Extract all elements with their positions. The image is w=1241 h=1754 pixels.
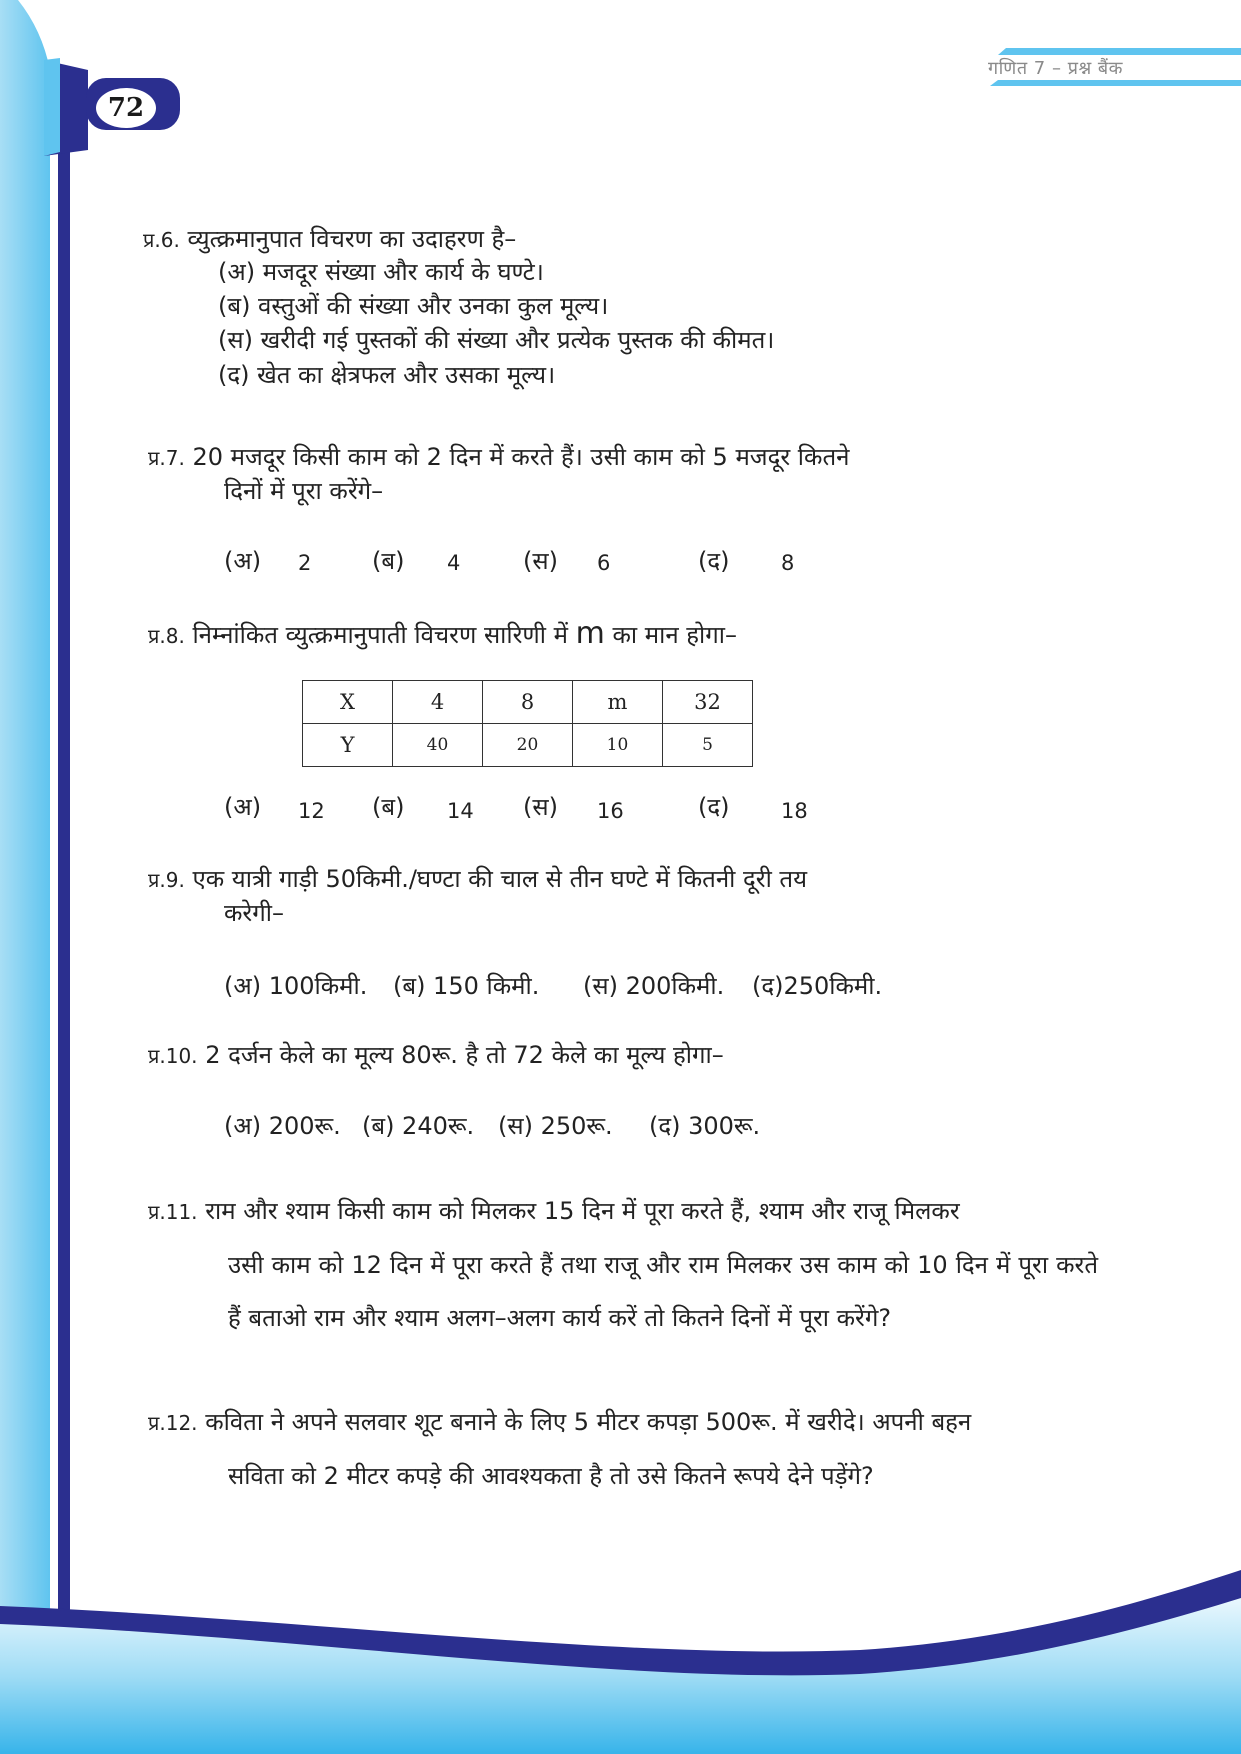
option-d: (द)250किमी. [752,972,883,1000]
variation-table [302,680,753,767]
question-text-after: का मान होगा– [612,621,737,649]
question-text: व्युत्क्रमानुपात विचरण का उदाहरण है– [187,225,517,253]
table-cell: 40 [393,724,483,767]
question-text-line1: 20 मजदूर किसी काम को 2 दिन में करते हैं। उसी काम को 5 मजदूर कितने [192,443,850,471]
option-c-key: (स) [523,547,558,575]
option-a: (अ) 100किमी. [224,972,368,1000]
question-9 [148,862,807,897]
option-c-key: (स) [523,793,558,821]
option-c: (स) 200किमी. [583,972,725,1000]
question-text-before: निम्नांकित व्युत्क्रमानुपाती विचरण सारिणी में [192,621,568,649]
question-8 [148,617,737,653]
table-cell: X [303,681,393,724]
option-c: (स) खरीदी गई पुस्तकों की संख्या और प्रत्येक पुस्तक की कीमत। [218,326,775,354]
option-c-value: 16 [597,799,624,823]
option-b: (ब) 240रू. [362,1112,475,1140]
option-a-value: 12 [298,799,325,823]
question-label: प्र.7. [148,446,185,470]
option-b-value: 14 [447,799,474,823]
question-label: प्र.9. [148,868,185,892]
question-label: प्र.6. [143,228,180,252]
table-cell: 32 [663,681,753,724]
question-text-line1: एक यात्री गाड़ी 50किमी./घण्टा की चाल से तीन घण्टे में कितनी दूरी तय [192,865,808,893]
option-a: (अ) मजदूर संख्या और कार्य के घण्टे। [218,258,544,286]
question-text: राम और श्याम किसी काम को मिलकर 15 दिन में पूरा करते हैं, श्याम और राजू मिलकर [205,1197,960,1225]
table-cell: m [573,681,663,724]
question-continuation: सविता को 2 मीटर कपड़े की आवश्यकता है तो उसे कितने रूपये देने पड़ेंगे? [228,1462,874,1490]
question-10 [148,1038,724,1073]
question-first-line [148,1396,1098,1450]
option-b-key: (ब) [372,793,405,821]
page-number: 72 [96,88,156,128]
question-text-line2: करेगी– [224,899,284,927]
option-a-key: (अ) [224,547,262,575]
option-d-value: 8 [781,551,795,575]
question-7 [148,440,849,475]
question-11 [148,1185,1098,1345]
question-12 [148,1396,1098,1503]
table-cell: 4 [393,681,483,724]
option-c: (स) 250रू. [498,1112,613,1140]
option-b: (ब) 150 किमी. [393,972,540,1000]
option-b: (ब) वस्तुओं की संख्या और उनका कुल मूल्य। [218,292,609,320]
option-d-value: 18 [781,799,808,823]
variable-m: m [575,616,605,651]
question-text: 2 दर्जन केले का मूल्य 80रू. है तो 72 केले का मूल्य होगा– [205,1041,724,1069]
table-cell: 10 [573,724,663,767]
option-c-value: 6 [597,551,611,575]
table-cell: 20 [483,724,573,767]
question-label: प्र.12. [148,1411,198,1435]
question-text: कविता ने अपने सलवार शूट बनाने के लिए 5 मीटर कपड़ा 500रू. में खरीदे। अपनी बहन [205,1408,972,1436]
question-continuation: उसी काम को 12 दिन में पूरा करते हैं तथा राजू और राम मिलकर उस काम को 10 दिन में पूरा करते हैं बताओ राम और श्याम अलग–अलग कार्य करें तो कितने दिनों में पूरा करेंगे? [228,1251,1098,1332]
option-d-key: (द) [698,793,730,821]
option-d: (द) खेत का क्षेत्रफल और उसका मूल्य। [218,361,556,389]
question-label: प्र.11. [148,1200,198,1224]
header-subject: गणित 7 – प्रश्न बैंक [988,58,1123,79]
option-d: (द) 300रू. [649,1112,761,1140]
table-row-x [303,681,753,724]
question-label: प्र.10. [148,1044,198,1068]
table-row-y [303,724,753,767]
question-first-line [148,1185,1098,1239]
question-text-line2: दिनों में पूरा करेंगे– [224,477,384,505]
option-b-value: 4 [447,551,461,575]
table-cell: 8 [483,681,573,724]
option-d-key: (द) [698,547,730,575]
table-cell: 5 [663,724,753,767]
table-cell: Y [303,724,393,767]
option-b-key: (ब) [372,547,405,575]
question-6 [143,222,516,257]
option-a: (अ) 200रू. [224,1112,341,1140]
question-label: प्र.8. [148,624,185,648]
option-a-value: 2 [298,551,312,575]
option-a-key: (अ) [224,793,262,821]
